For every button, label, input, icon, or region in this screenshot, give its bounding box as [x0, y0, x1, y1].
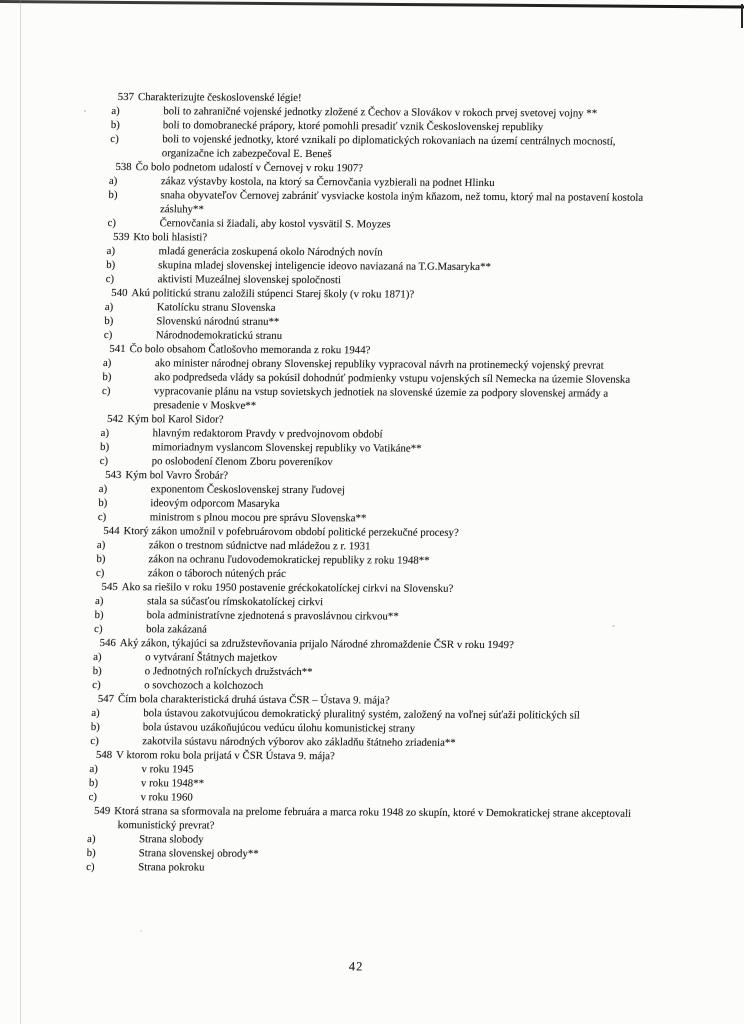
option-label: b)	[88, 776, 99, 790]
question-text: Kým bol Vavro Šrobár?	[125, 469, 229, 482]
answer-options	[92, 650, 644, 695]
option-text: mladá generácia zoskupená okolo Národných novín	[158, 245, 383, 259]
option-text: bola zakázaná	[145, 623, 208, 636]
option-text: aktivisti Muzeálnej slovenskej spoločnosti	[157, 273, 342, 287]
answer-options	[95, 538, 648, 583]
option-label: b)	[86, 846, 96, 860]
option-label: c)	[107, 216, 117, 230]
option-label: b)	[99, 440, 110, 454]
option-text: v roku 1948**	[140, 777, 205, 790]
option-label: a)	[94, 594, 104, 608]
question-number: 546	[99, 636, 117, 650]
option-text: boli to zahraničné vojenské jednotky zložené z Čechov a Slovákov v rokoch prvej svetovej vojny **	[163, 105, 598, 120]
option-label: c)	[90, 734, 99, 748]
option-text: zakotvila sústavu národných výborov ako základňu štátneho zriadenia**	[142, 735, 456, 749]
answer-options	[97, 482, 650, 527]
question-text: Akú politickú stranu založili stúpenci Starej školy (v roku 1871)?	[131, 287, 415, 301]
answer-options	[107, 174, 660, 233]
option-text: po oslobodení členom Zboru povereníkov	[151, 455, 333, 469]
question-number: 543	[105, 468, 122, 482]
option-text: Strana slobody	[138, 833, 204, 846]
option-label: c)	[103, 328, 113, 342]
option-label: c)	[110, 132, 119, 146]
answer-options	[103, 300, 656, 345]
option-label: a)	[102, 356, 112, 370]
option-text: snaha obyvateľov Černovej zabrániť vysviacke kostola iným kňazom, než tomu, ktorý mal na postavení kostola zásluhy**	[159, 189, 644, 216]
option-text: Slovenskú národnú stranu**	[156, 315, 280, 328]
option-label: c)	[88, 790, 98, 804]
option-text: stala sa súčasťou rímskokatolíckej cirkvi	[146, 595, 324, 609]
option-text: Strana slovenskej obrody**	[138, 847, 259, 860]
answer-option	[101, 384, 653, 415]
option-text: zákon o táboroch nútených prác	[147, 567, 287, 580]
option-label: c)	[97, 510, 107, 524]
scan-edge-line-top	[0, 0, 744, 9]
option-text: Národnodemokratickú stranu	[155, 329, 283, 342]
question	[101, 342, 654, 415]
option-text: o Jednotných roľníckych družstvách**	[144, 665, 313, 679]
option-label: c)	[92, 678, 101, 692]
question-number: 545	[101, 580, 118, 594]
option-label: b)	[108, 188, 118, 202]
question	[103, 286, 657, 345]
answer-option	[86, 860, 637, 877]
option-text: bola administratívne zjednotená s pravoslávnou cirkvou**	[146, 609, 399, 623]
option-text: bola ústavou uzákoňujúcou vedúcu úlohu komunistickej strany	[142, 721, 416, 735]
question-number: 542	[106, 412, 124, 426]
question-number: 549	[93, 804, 111, 818]
question	[88, 748, 641, 807]
option-text: o sovchozoch a kolchozoch	[144, 679, 264, 692]
option-label: a)	[89, 762, 99, 776]
option-label: c)	[99, 454, 109, 468]
question	[90, 692, 643, 751]
question-text: Čo bolo obsahom Čatlošovho memoranda z roku 1944?	[129, 343, 371, 357]
option-label: a)	[106, 244, 116, 258]
option-label: a)	[100, 426, 110, 440]
option-text: bola ústavou zakotvujúcou demokratický pluralitný systém, založený na voľnej súťaži politických síl	[143, 707, 581, 722]
question-text: Ako sa riešilo v roku 1950 postavenie gréckokatolíckej cirkvi na Slovensku?	[121, 581, 454, 595]
question	[99, 412, 652, 471]
option-text: Černovčania si žiadali, aby kostol vysvätil S. Moyzes	[159, 217, 391, 231]
question-text: Kto boli hlasisti?	[133, 231, 208, 244]
option-label: b)	[98, 496, 108, 510]
answer-options	[93, 594, 646, 639]
question	[93, 580, 647, 639]
option-text: exponentom Československej strany ľudovej	[150, 483, 346, 497]
option-label: b)	[90, 720, 101, 734]
option-label: b)	[105, 258, 116, 272]
question-text: Čo bolo podnetom udalostí v Černovej v roku 1907?	[135, 161, 364, 175]
option-label: a)	[86, 832, 96, 846]
option-label: b)	[110, 118, 121, 132]
answer-options	[86, 832, 638, 877]
question-number: 540	[111, 286, 128, 300]
question	[86, 804, 639, 877]
page-number: 42	[348, 959, 364, 974]
option-label: b)	[92, 664, 102, 678]
option-text: Katolícku stranu Slovenska	[156, 301, 276, 314]
question-text: Ktorá strana sa sformovala na prelome februára a marca roku 1948 zo skupín, ktoré v Demokratickej strane akceptovali komunistický prevrat?	[114, 805, 632, 832]
option-text: zákon o trestnom súdnictve nad mládežou z r. 1931	[148, 539, 371, 553]
answer-option	[110, 132, 662, 163]
option-label: c)	[95, 566, 105, 580]
option-label: a)	[98, 482, 108, 496]
option-label: a)	[96, 538, 106, 552]
scan-edge-line-right	[741, 4, 743, 28]
answer-options	[110, 104, 663, 163]
question	[110, 90, 663, 163]
question	[107, 160, 660, 233]
option-text: boli to domobranecké prápory, ktoré pomohli presadiť vznik Československej republiky	[162, 119, 544, 134]
option-text: ministrom s plnou mocou pre správu Slovenska**	[149, 511, 367, 525]
question-document	[86, 90, 663, 975]
option-text: hlavným redaktorom Pravdy v predvojnovom období	[152, 427, 383, 441]
paper-edge-shadow-left	[20, 0, 21, 1024]
option-label: b)	[102, 370, 112, 384]
option-text: ako minister národnej obrany Slovenskej republiky vypracoval návrh na protinemecký vojenský prevrat	[154, 357, 604, 372]
question-number: 547	[97, 692, 115, 706]
option-text: zákon na ochranu ľudovodemokratickej republiky z roku 1948**	[148, 553, 430, 567]
option-label: a)	[91, 706, 100, 720]
option-text: ako podpredseda vlády sa pokúsil dohodnúť podmienky vstupu vojenských síl Nemecka na územie Slovenska	[154, 371, 631, 386]
option-text: v roku 1945	[141, 763, 194, 776]
question-line	[93, 804, 639, 835]
answer-options	[88, 762, 640, 807]
option-label: a)	[92, 650, 102, 664]
option-label: b)	[96, 552, 106, 566]
option-label: b)	[94, 608, 104, 622]
option-label: c)	[101, 384, 111, 398]
option-text: v roku 1960	[140, 791, 193, 804]
option-label: a)	[108, 174, 118, 188]
question-text: Ktorý zákon umožnil v pofebruárovom období politické perzekučné procesy?	[123, 525, 459, 539]
question-text: V ktorom roku bola prijatá v ČSR Ústava 9. mája?	[115, 749, 336, 763]
question-text: Kým bol Karol Sidor?	[127, 413, 224, 426]
option-label: c)	[86, 860, 95, 874]
option-text: skupina mladej slovenskej inteligencie ideovo naviazaná na T.G.Masaryka**	[157, 259, 492, 273]
option-text: zákaz výstavby kostola, na ktorý sa Černovčania vyzbierali na podnet Hlinku	[160, 175, 495, 189]
question-number: 544	[103, 524, 120, 538]
option-label: c)	[93, 622, 103, 636]
option-label: b)	[104, 314, 114, 328]
question	[105, 230, 658, 289]
answer-option	[108, 188, 660, 219]
answer-options	[105, 244, 657, 289]
scan-speck	[84, 110, 86, 112]
option-text: Strana pokroku	[138, 861, 205, 874]
option-text: boli to vojenské jednotky, ktoré vznikali po diplomatických rokovaniach na území centrálnych mocností, organizačne ich zabezpečoval E. Beneš	[161, 133, 616, 161]
question-number: 541	[109, 342, 126, 356]
question	[97, 468, 651, 527]
question-number: 539	[112, 230, 130, 244]
option-label: a)	[104, 300, 114, 314]
option-text: vypracovanie plánu na vstup sovietskych jednotiek na slovenské územie za podpory slovenskej armády a presadenie v Moskve**	[153, 385, 609, 412]
option-label: c)	[105, 272, 115, 286]
question-text: Čím bola charakteristická druhá ústava ČSR – Ústava 9. mája?	[117, 693, 390, 707]
question-list	[86, 90, 663, 877]
question	[92, 636, 645, 695]
option-text: mimoriadnym vyslancom Slovenskej republiky vo Vatikáne**	[151, 441, 422, 455]
question	[95, 524, 649, 583]
question-number: 537	[117, 90, 135, 104]
option-label: a)	[111, 104, 120, 118]
question-number: 538	[115, 160, 132, 174]
option-text: ideovým odporcom Masaryka	[150, 497, 281, 510]
question-text: Aký zákon, týkajúci sa združstevňovania prijalo Národné zhromaždenie ČSR v roku 1949?	[119, 637, 514, 652]
answer-options	[99, 426, 651, 471]
question-text: Charakterizujte československé légie!	[137, 91, 302, 104]
question-number: 548	[95, 748, 113, 762]
answer-options	[90, 706, 642, 751]
answer-options	[101, 356, 654, 415]
option-text: o vytváraní Štátnych majetkov	[144, 651, 278, 664]
